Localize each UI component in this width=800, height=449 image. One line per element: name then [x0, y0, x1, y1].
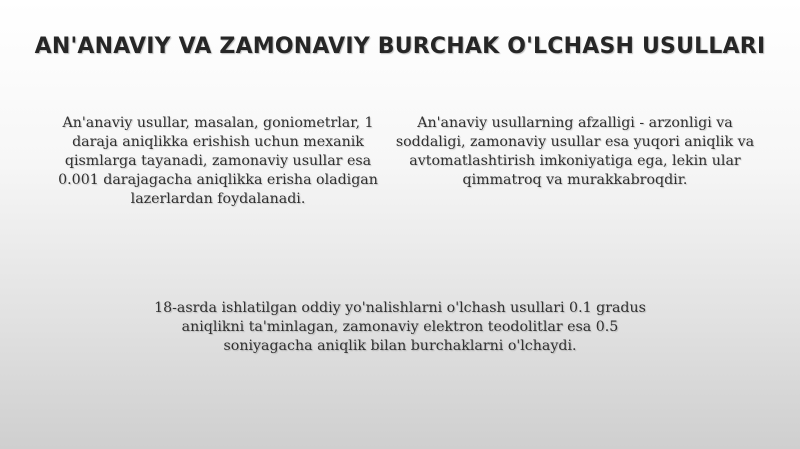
traditional-methods-paragraph: An'anaviy usullar, masalan, goniometrlar, 1 daraja aniqlikka erishish uchun mexanik qismlarga tayanadi, zamonaviy usullar esa 0.001 darajagacha aniqlikka erisha oladigan lazerlardan foydalanadi. — [58, 115, 378, 207]
slide-title: AN'ANAVIY VA ZAMONAVIY BURCHAK O'LCHASH USULLARI — [34, 34, 766, 59]
advantages-paragraph: An'anaviy usullarning afzalligi - arzonligi va soddaligi, zamonaviy usullar esa yuqori aniqlik va avtomatlashtirish imkoniyatiga ega, lekin ular qimmatroq va murakkabroqdir. — [395, 115, 755, 188]
historical-comparison-paragraph: 18-asrda ishlatilgan oddiy yo'nalishlarni o'lchash usullari 0.1 gradus aniqlikni ta'minlagan, zamonaviy elektron teodolitlar esa 0.5 soniyagacha aniqlik bilan burchaklarni o'lchaydi. — [154, 300, 646, 354]
